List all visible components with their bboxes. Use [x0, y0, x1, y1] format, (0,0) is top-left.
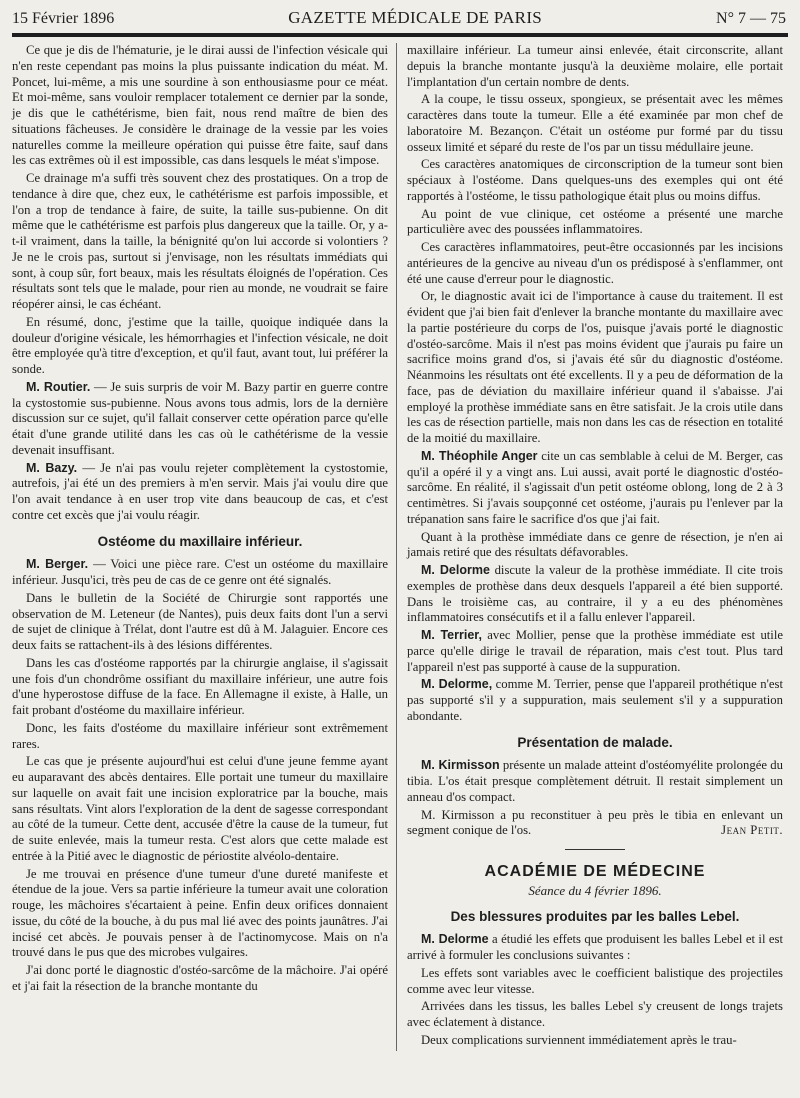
- section-heading: Des blessures produites par les balles Lebel.: [450, 908, 740, 924]
- paragraph-text: présente un malade atteint d'ostéomyélite prolongée du tibia. L'os était presque complètement détruit. Il restait simplement un anneau d'os compact.: [407, 758, 783, 804]
- paragraph: [407, 563, 783, 626]
- paragraph-text: cite un cas semblable à celui de M. Berger, cas qu'il a opéré il y a vingt ans. Lui aussi, avait porté le diagnostic d'ostéo-sarcôme. En réalité, il s'agissait d'un petit ostéome oblong, long de 2 à 3 centimètres. Si j'avais soupçonné cet ostéome, j'aurais pu l'enlever par la trépanation sans faire le sacrifice d'os que j'ai fait.: [407, 448, 783, 526]
- paragraph: Ce drainage m'a suffi très souvent chez des prostatiques. On a trop de tendance à dire que, chez eux, le cathétérisme est parfois impossible, et l'on a trop de tendance à faire, de suite, la taille sus-pubienne. On dit même que le cathétérisme est parfois plus dangereux que la taille. Or, y a-t-il vraiment, dans la taille, la bénignité qu'on lui accorde si volontiers ? Je ne le crois pas, surtout si j'envisage, non les résultats immédiats qui sont, à coup sûr, fort beaux, mais les résultats éloignés de l'opération. Ces résultats sont tels que le malade, pour rien au monde, ne voudrait se faire réopérer ainsi, le cas échéant.: [12, 171, 388, 311]
- section-heading: Ostéome du maxillaire inférieur.: [97, 533, 303, 549]
- paragraph: Or, le diagnostic avait ici de l'importance à cause du traitement. Il est évident que j'ai bien fait d'enlever la branche montante du maxillaire avec la partie postérieure du corps de l'os, puisque j'avais porté le diagnostic d'ostéo-sarcôme. Mais il n'est pas moins évident que j'aurais pu faire un sacrifice moins grand d'os, si j'avais été sûr du diagnostic d'ostéome. Néanmoins les résultats ont été excellents. Il y a peu de déformation de la face, pas de déviation du maxillaire inférieur quand il s'abaisse. J'ai employé la prothèse immédiate sans en être satisfait. Je la crois utile dans les cas de résection partielle, mais non dans les cas de résection en totalité de la moitié du maxillaire.: [407, 289, 783, 445]
- paragraph: J'ai donc porté le diagnostic d'ostéo-sarcôme de la mâchoire. J'ai opéré et j'ai fait la résection de la branche montante du: [12, 963, 388, 993]
- academy-heading: ACADÉMIE DE MÉDECINE: [484, 863, 706, 880]
- paragraph: [407, 758, 783, 805]
- paragraph: Le cas que je présente aujourd'hui est celui d'une jeune femme ayant eu auparavant des abcès dentaires. Elle portait une tumeur du maxillaire sur laquelle on avait fait une incision exploratrice par la bouche, mais sans résultats. Vint alors l'exploration de la dent de sagesse correspondant au côté de la tumeur. Cette dent, accusée d'être la cause de la tumeur, fut de suite enlevée, mais la tumeur resta. C'est alors que cette malade est entrée à la Pitié avec le diagnostic de périostite alvéolo-dentaire.: [12, 754, 388, 863]
- paragraph: [407, 628, 783, 675]
- left-column: [6, 43, 396, 1051]
- paragraph: [407, 449, 783, 528]
- section-heading: Présentation de malade.: [517, 734, 673, 750]
- paragraph: [12, 380, 388, 459]
- speaker-name: M. Kirmisson: [421, 758, 500, 773]
- paragraph-text: avec Mollier, pense que la prothèse immédiate est utile parce qu'elle dirige le travail de réparation, mais c'est tout. Plus tard l'appareil n'est pas supporté à cause de la suppuration.: [407, 628, 783, 674]
- paragraph: Au point de vue clinique, cet ostéome a présenté une marche particulière avec des poussées inflammatoires.: [407, 206, 783, 237]
- paragraph: Donc, les faits d'ostéome du maxillaire inférieur sont extrêmement rares.: [12, 720, 388, 751]
- paragraph-text: — Je suis surpris de voir M. Bazy partir en guerre contre la cystostomie sus-pubienne. Nous avons tous admis, lors de la dernière discussion sur ce sujet, qu'il fallait conserver cette opération parce qu'elle était d'une grande utilité dans les cas où le cathétérisme de la vessie devenait insuffisant.: [12, 379, 388, 457]
- paragraph: Je me trouvai en présence d'une tumeur d'une dureté manifeste et étendue de la joue. Vers sa partie inférieure la tumeur avait une coloration rouge, les mâchoires s'écartaient à peine. Enfin deux orifices donnaient issue, du côté de la bouche, à du pus mal lié avec des points jaunâtres. J'ai incisé cet abcès. Je pouvais penser à de l'actinomycose. Mais on n'a trouvé dans le pus que des microbes vulgaires.: [12, 866, 388, 960]
- speaker-name: M. Théophile Anger: [421, 448, 538, 463]
- paragraph: En résumé, donc, j'estime que la taille, quoique indiquée dans la douleur d'origine vésicale, les hémorrhagies et l'infection vésicale, ne doit être employée qu'à titre d'exception, et qu'il faut, avant tout, lui préférer la sonde.: [12, 314, 388, 376]
- paragraph-text: discute la valeur de la prothèse immédiate. Il cite trois exemples de prothèse dans deux desquels l'appareil a été bien supporté. Dans le troisième cas, au contraire, il y a eu des phénomènes inflammatoires consécutifs et il a fallu enlever l'appareil.: [407, 563, 783, 625]
- paragraph: [407, 677, 783, 724]
- paragraph: A la coupe, le tissu osseux, spongieux, se présentait avec les mêmes caractères dans toute la tumeur. Elle a été examinée par mon chef de laboratoire M. Bezançon. C'était un ostéome pur formé par du tissu osseux limité et séparé du reste de l'os par un tissu médullaire jeune.: [407, 92, 783, 154]
- speaker-name: M. Delorme: [421, 932, 489, 947]
- header-rule: [12, 33, 788, 37]
- paragraph: Quant à la prothèse immédiate dans ce genre de résection, je n'en ai jamais retiré que des résultats défavorables.: [407, 529, 783, 560]
- paragraph: Ce que je dis de l'hématurie, je le dirai aussi de l'infection vésicale qui n'en reste cependant pas moins la plus puissante indication du méat. M. Poncet, lui-même, a mis une sourdine à son enthousiasme pour ce méat. Et moi-même, sans vouloir remplacer totalement ce dernier par la sonde, je dis que le cathétérisme, bien fait, nous rend maître de bien des situations fâcheuses. Je considère le drainage de la vessie par les voies naturelles comme la meilleure opération qui puisse être faite, sauf dans les cas extrêmes où il est impossible, cas dans lesquels le méat s'impose.: [12, 43, 388, 168]
- section-rule: [565, 849, 625, 850]
- paragraph-text: a étudié les effets que produisent les balles Lebel et il est arrivé à formuler les conclusions suivantes :: [407, 932, 783, 962]
- paragraph: [407, 932, 783, 964]
- paragraph: Arrivées dans les tissus, les balles Lebel s'y creusent de longs trajets avec éclatement à distance.: [407, 999, 783, 1029]
- paragraph: Deux complications surviennent immédiatement après le trau-: [421, 1032, 737, 1047]
- paragraph-text: M. Kirmisson a pu reconstituer à peu près le tibia en enlevant un segment conique de l'os.: [407, 807, 783, 838]
- paragraph: Les effets sont variables avec le coefficient balistique des projectiles comme avec leur vitesse.: [407, 965, 783, 996]
- session-date: Séance du 4 février 1896.: [528, 882, 662, 898]
- paragraph-text: comme M. Terrier, pense que l'appareil prothétique n'est pas supporté s'il y a suppuration, mais seulement s'il y a suppuration abondante.: [407, 677, 783, 723]
- author-signature: Jean Petit.: [721, 823, 783, 838]
- paragraph: Dans le bulletin de la Société de Chirurgie sont rapportés une observation de M. Leteneur (de Nantes), puis deux faits dont l'un a servi de sujet de clinique à Trélat, dont l'autre est dû à M. Jalaguier. Encore ces deux faits se rattachent-ils à des lésions différentes.: [12, 590, 388, 652]
- right-column: [397, 43, 787, 1051]
- speaker-name: M. Bazy.: [26, 460, 78, 475]
- speaker-name: M. Terrier,: [421, 628, 482, 642]
- paragraph: Ces caractères anatomiques de circonscription de la tumeur sont bien spéciaux à l'ostéome. Dans quelques-uns des exemples qui ont été rapportés à l'ostéome, le tissu pathologique était plus ou moins diffus.: [407, 157, 783, 203]
- page-number: N° 7 — 75: [716, 10, 786, 27]
- journal-title: GAZETTE MÉDICALE DE PARIS: [288, 8, 543, 27]
- page-header: [6, 8, 794, 28]
- paragraph: [407, 808, 783, 840]
- columns: [6, 43, 794, 1051]
- paragraph: [12, 461, 388, 524]
- paragraph: [12, 557, 388, 589]
- paragraph: Dans les cas d'ostéome rapportés par la chirurgie anglaise, il s'agissait une fois d'un chondrôme ossifiant du maxillaire inférieur, une autre fois d'une hyperostose diffuse de la face. En Allemagne il existe, à Halle, un fait probant d'ostéome du maxillaire inférieur.: [12, 655, 388, 717]
- paragraph-text: — Voici une pièce rare. C'est un ostéome du maxillaire inférieur. Jusqu'ici, très peu de cas de ce genre ont été signalés.: [12, 557, 389, 587]
- paragraph: Ces caractères inflammatoires, peut-être occasionnés par les incisions antérieures de la gencive au niveau d'un os prédisposé à s'enflammer, ont été une cause d'erreur pour le diagnostic.: [407, 240, 783, 286]
- speaker-name: M. Delorme: [421, 563, 490, 577]
- speaker-name: M. Delorme,: [421, 677, 493, 692]
- paragraph-text: — Je n'ai pas voulu rejeter complètement la cystostomie, autrefois, j'ai été un des premiers à m'en servir. Mais j'ai voulu dire que l'on avait tendance à en user trop vite dans beaucoup de cas, et c'est contre cet excès que j'ai voulu réagir.: [12, 460, 388, 522]
- paragraph: maxillaire inférieur. La tumeur ainsi enlevée, était circonscrite, allant depuis la branche montante jusqu'à la deuxième molaire, elle portait l'implantation d'un certain nombre de dents.: [407, 43, 783, 89]
- speaker-name: M. Routier.: [26, 379, 91, 394]
- speaker-name: M. Berger.: [26, 557, 89, 572]
- issue-date: 15 Février 1896: [12, 10, 115, 27]
